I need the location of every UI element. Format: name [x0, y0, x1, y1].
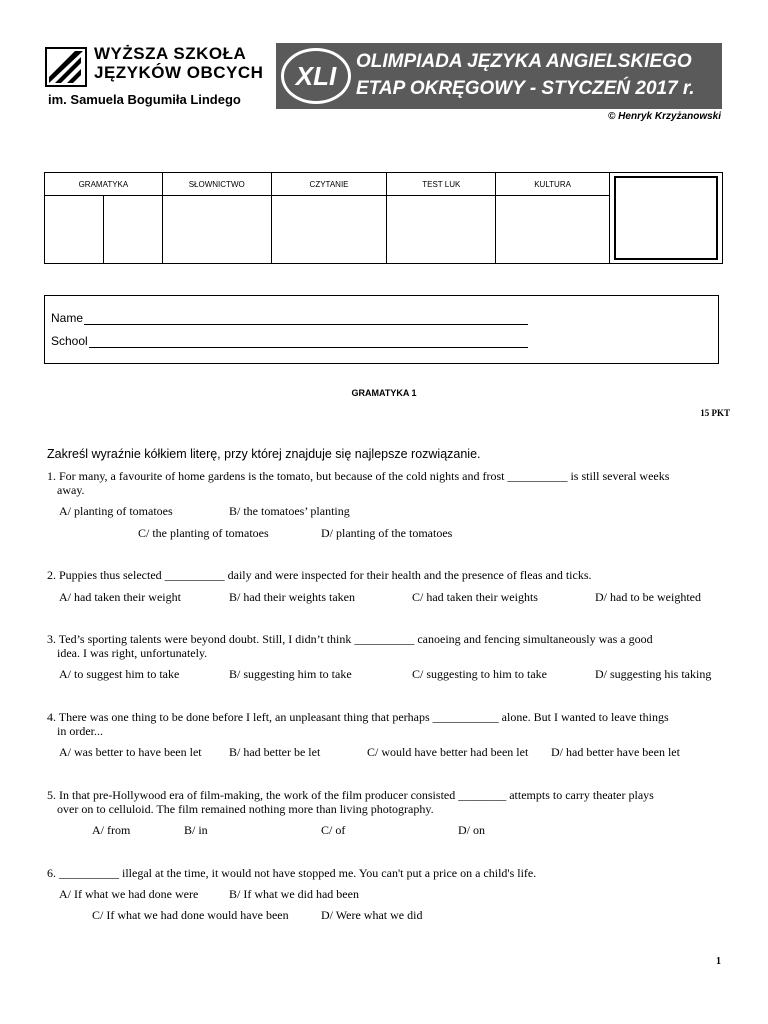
question-text-continued: over on to celluloid. The film remained nothing more than living photography. — [57, 802, 434, 816]
question-6-option-c[interactable]: C/ If what we had done would have been — [92, 908, 289, 922]
score-header-kultura: KULTURA — [496, 173, 610, 196]
question-2-option-a[interactable]: A/ had taken their weight — [59, 590, 181, 604]
question-5 — [47, 788, 727, 816]
question-3-option-a[interactable]: A/ to suggest him to take — [59, 667, 180, 681]
question-4-option-d[interactable]: D/ had better have been let — [551, 745, 680, 759]
school-field[interactable] — [89, 337, 528, 348]
banner-title: OLIMPIADA JĘZYKA ANGIELSKIEGO — [356, 51, 692, 72]
question-1-option-b[interactable]: B/ the tomatoes’ planting — [229, 504, 350, 518]
question-6-option-a[interactable]: A/ If what we had done were — [59, 887, 199, 901]
question-6-option-d[interactable]: D/ Were what we did — [321, 908, 423, 922]
question-2-option-c[interactable]: C/ had taken their weights — [412, 590, 538, 604]
score-cell-gramatyka-2[interactable] — [103, 196, 162, 264]
question-5-option-d[interactable]: D/ on — [458, 823, 485, 837]
section-points: 15 PKT — [700, 408, 730, 418]
school-label: School — [51, 334, 88, 348]
score-cell-gramatyka-1[interactable] — [45, 196, 104, 264]
name-field[interactable] — [84, 314, 528, 325]
question-text: 5. In that pre-Hollywood era of film-making, the work of the film producer consisted ________ attempts to carry theater plays — [47, 788, 654, 802]
question-2-option-b[interactable]: B/ had their weights taken — [229, 590, 355, 604]
section-title: GRAMATYKA 1 — [351, 388, 417, 398]
section-instruction: Zakreśl wyraźnie kółkiem literę, przy której znajduje się najlepsze rozwiązanie. — [47, 447, 481, 461]
question-3 — [47, 632, 727, 660]
score-cell-slownictwo[interactable] — [162, 196, 271, 264]
score-cell-test-luk[interactable] — [387, 196, 496, 264]
score-header-slownictwo: SŁOWNICTWO — [162, 173, 271, 196]
school-logo-icon — [45, 47, 87, 87]
question-text: 3. Ted’s sporting talents were beyond doubt. Still, I didn’t think __________ canoeing and fencing simultaneously was a good — [47, 632, 653, 646]
school-name-line2: JĘZYKÓW OBCYCH — [94, 63, 264, 82]
question-3-option-b[interactable]: B/ suggesting him to take — [229, 667, 352, 681]
page-number: 1 — [716, 956, 721, 967]
participant-info-box — [44, 295, 719, 364]
question-5-option-c[interactable]: C/ of — [321, 823, 346, 837]
score-header-test-luk: TEST LUK — [387, 173, 496, 196]
question-1 — [47, 469, 727, 497]
score-cell-kultura[interactable] — [496, 196, 610, 264]
score-header-czytanie: CZYTANIE — [271, 173, 387, 196]
name-line — [51, 311, 528, 325]
question-3-option-c[interactable]: C/ suggesting to him to take — [412, 667, 547, 681]
question-4-option-b[interactable]: B/ had better be let — [229, 745, 321, 759]
score-cell-czytanie[interactable] — [271, 196, 387, 264]
name-label: Name — [51, 311, 84, 325]
question-5-option-b[interactable]: B/ in — [184, 823, 208, 837]
banner-subtitle: ETAP OKRĘGOWY - STYCZEŃ 2017 r. — [356, 78, 695, 99]
question-6-option-b[interactable]: B/ If what we did had been — [229, 887, 359, 901]
question-text: 1. For many, a favourite of home gardens is the tomato, but because of the cold nights and frost __________ is still several weeks — [47, 469, 670, 483]
question-1-option-a[interactable]: A/ planting of tomatoes — [59, 504, 173, 518]
question-text: 2. Puppies thus selected __________ daily and were inspected for their health and the presence of fleas and ticks. — [47, 568, 592, 582]
question-2-option-d[interactable]: D/ had to be weighted — [595, 590, 701, 604]
copyright: © Henryk Krzyżanowski — [608, 111, 721, 122]
school-name-line3: im. Samuela Bogumiła Lindego — [48, 92, 241, 107]
school-line — [51, 334, 528, 348]
question-3-option-d[interactable]: D/ suggesting his taking — [595, 667, 712, 681]
question-4 — [47, 710, 727, 738]
question-4-option-c[interactable]: C/ would have better had been let — [367, 745, 529, 759]
question-text: 6. __________ illegal at the time, it would not have stopped me. You can't put a price on a child's life. — [47, 866, 537, 880]
total-score-field[interactable] — [614, 176, 718, 260]
question-2 — [47, 568, 727, 582]
score-header-gramatyka: GRAMATYKA — [45, 173, 163, 196]
school-name — [94, 44, 263, 82]
question-text-continued: in order... — [57, 724, 103, 738]
question-text-continued: idea. I was right, unfortunately. — [57, 646, 208, 660]
question-4-option-a[interactable]: A/ was better to have been let — [59, 745, 202, 759]
question-5-option-a[interactable]: A/ from — [92, 823, 131, 837]
score-table — [44, 172, 610, 264]
question-6 — [47, 866, 727, 880]
question-text: 4. There was one thing to be done before I left, an unpleasant thing that perhaps ___________ alone. But I wanted to leave things — [47, 710, 669, 724]
question-1-option-c[interactable]: C/ the planting of tomatoes — [138, 526, 269, 540]
question-text-continued: away. — [57, 483, 85, 497]
question-1-option-d[interactable]: D/ planting of the tomatoes — [321, 526, 453, 540]
edition-roman-numeral: XLI — [281, 48, 351, 104]
school-name-line1: WYŻSZA SZKOŁA — [94, 44, 247, 63]
